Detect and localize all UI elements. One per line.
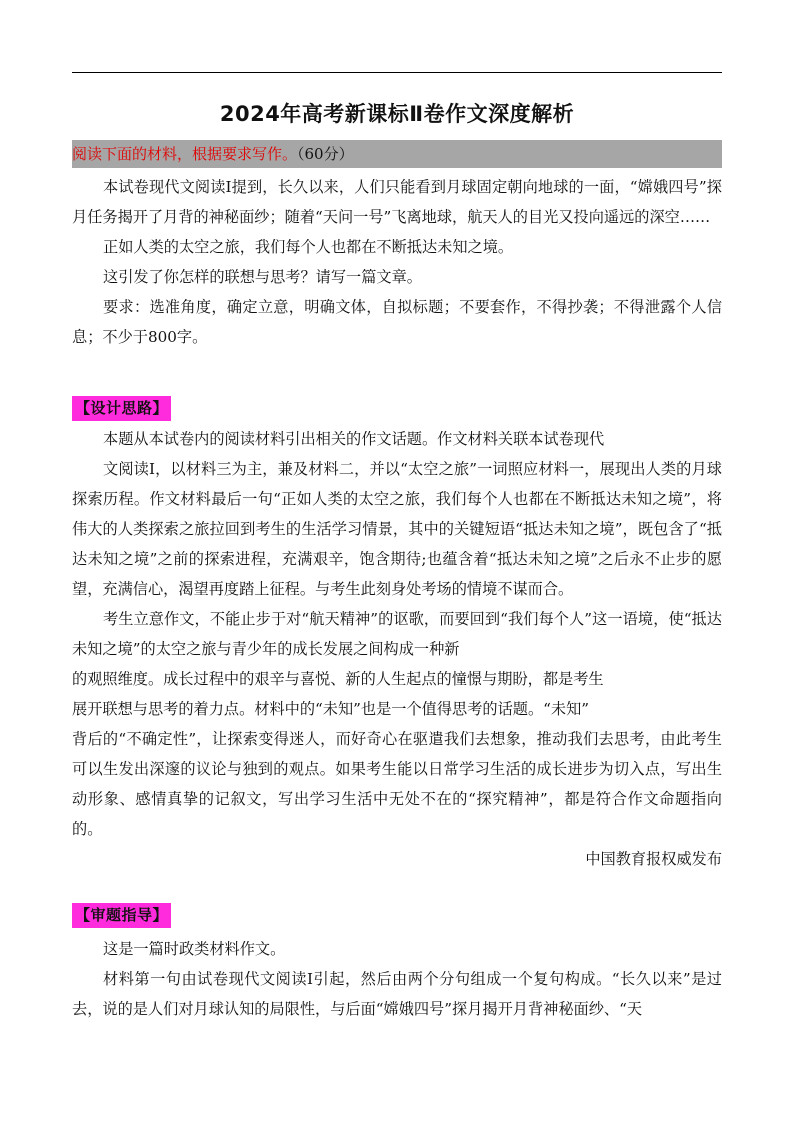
design-paragraph: 背后的“不确定性”，让探索变得迷人，而好奇心在驱遣我们去想象，推动我们去思考，由此考生可以生发出深邃的议论与独到的观点。如果考生能以日常学习生活的成长进步为切入点，写出生动形象、感情真挚的记叙文，写出学习生活中无处不在的“探究精神”，都是符合作文命题指向的。 xyxy=(72,730,722,838)
prompt-paragraph: 正如人类的太空之旅，我们每个人也都在不断抵达未知之境。 xyxy=(103,238,514,256)
banner-instruction: 阅读下面的材料，根据要求写作。 xyxy=(72,145,298,163)
review-block xyxy=(72,934,722,1024)
design-heading: 【设计思路】 xyxy=(72,396,171,421)
banner-points: （60分） xyxy=(297,145,354,163)
design-block xyxy=(72,424,722,874)
design-paragraph: 考生立意作文，不能止步于对“航天精神”的讴歌，而要回到“我们每个人”这一语境，使“抵达未知之境”的太空之旅与青少年的成长发展之间构成一种新 xyxy=(72,610,722,658)
design-paragraph: 文阅读Ⅰ，以材料三为主，兼及材料二，并以“太空之旅”一词照应材料一，展现出人类的月球探索历程。作文材料最后一句“正如人类的太空之旅，我们每个人也都在不断抵达未知之境”，将伟大的人类探索之旅拉回到考生的生活学习情景，其中的关键短语“抵达未知之境”，既包含了“抵达未知之境”之前的探索进程，充满艰辛，饱含期待;也蕴含着“抵达未知之境”之后永不止步的愿望，充满信心，渴望再度踏上征程。与考生此刻身处考场的情境不谋而合。 xyxy=(72,460,722,598)
review-paragraph: 这是一篇时政类材料作文。 xyxy=(103,940,286,958)
prompt-paragraph: 要求：选准角度，确定立意，明确文体，自拟标题；不要套作，不得抄袭；不得泄露个人信息；不少于800字。 xyxy=(72,298,722,346)
prompt-block xyxy=(72,172,722,352)
instruction-banner xyxy=(72,140,722,168)
design-paragraph-line: 本题从本试卷内的阅读材料引出相关的作文话题。作文材料关联本试卷现代 xyxy=(103,430,605,448)
prompt-paragraph: 这引发了你怎样的联想与思考？请写一篇文章。 xyxy=(103,268,422,286)
design-paragraph-line: 的观照维度。成长过程中的艰辛与喜悦、新的人生起点的憧憬与期盼，都是考生 xyxy=(72,670,604,688)
prompt-paragraph: 本试卷现代文阅读Ⅰ提到，长久以来，人们只能看到月球固定朝向地球的一面，“嫦娥四号”探月任务揭开了月背的神秘面纱；随着“天问一号”飞离地球，航天人的目光又投向遥远的深空…… xyxy=(72,178,722,226)
review-heading: 【审题指导】 xyxy=(72,903,171,928)
document-title: 2024年高考新课标Ⅱ卷作文深度解析 xyxy=(219,102,575,126)
design-paragraph-line: 展开联想与思考的着力点。材料中的“未知”也是一个值得思考的话题。“未知” xyxy=(72,700,590,718)
review-paragraph: 材料第一句由试卷现代文阅读Ⅰ引起，然后由两个分句组成一个复句构成。“长久以来”是过去，说的是人们对月球认知的局限性，与后面“嫦娥四号”探月揭开月背神秘面纱、“天 xyxy=(72,970,722,1018)
header-rule xyxy=(72,72,722,73)
source-credit: 中国教育报权威发布 xyxy=(585,850,722,868)
